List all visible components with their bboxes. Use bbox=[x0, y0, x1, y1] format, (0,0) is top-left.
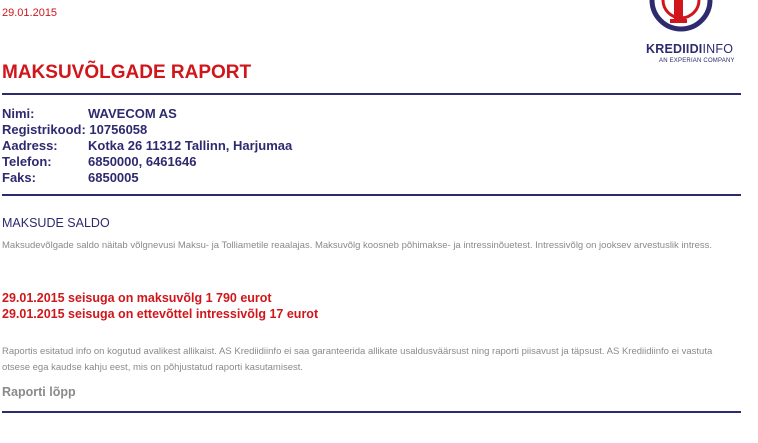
tax-balance-description: Maksudevõlgade saldo näitab võlgnevusi Maksu- ja Tolliametile reaalajas. Maksuvõlg koosneb põhimakse- ja intressinõuetest. Intressivõlg on jooksev arvestuslik intress. bbox=[2, 240, 713, 251]
info-row-regcode bbox=[2, 122, 292, 138]
info-row-fax bbox=[2, 170, 292, 186]
info-label: Telefon: bbox=[2, 154, 52, 169]
info-value: WAVECOM AS bbox=[88, 106, 177, 121]
info-value: Kotka 26 11312 Tallinn, Harjumaa bbox=[88, 138, 293, 153]
tax-debt-line: 29.01.2015 seisuga on maksuvõlg 1 790 eurot bbox=[2, 291, 272, 305]
disclaimer-text: Raportis esitatud info on kogutud avalikest allikaist. AS Krediidiinfo ei saa garanteerida allikate usaldusväärsust ning raporti piisavust ja täpsust. AS Krediidiinfo ei vastuta otsese ega kaudse kahju eest, mis on põhjustatud raporti kasutamisest. bbox=[2, 346, 713, 373]
tax-debt-summary bbox=[2, 290, 318, 322]
section-title-tax-balance: MAKSUDE SALDO bbox=[2, 216, 110, 230]
logo-emblem-icon bbox=[649, 0, 713, 40]
company-info bbox=[2, 106, 292, 186]
info-row-address bbox=[2, 138, 292, 154]
info-value: 6850000, 6461646 bbox=[88, 154, 197, 169]
info-label: Aadress: bbox=[2, 138, 58, 153]
divider-middle bbox=[2, 194, 741, 196]
report-date: 29.01.2015 bbox=[2, 7, 58, 19]
logo-brand-light: INFO bbox=[702, 42, 734, 56]
info-label: Nimi: bbox=[2, 106, 35, 121]
info-row-name bbox=[2, 106, 292, 122]
logo-wordmark bbox=[646, 42, 733, 56]
info-label: Faks: bbox=[2, 170, 36, 185]
report-end-label: Raporti lõpp bbox=[2, 385, 76, 399]
interest-debt-line: 29.01.2015 seisuga on ettevõttel intressivõlg 17 eurot bbox=[2, 307, 319, 321]
divider-bottom bbox=[2, 411, 741, 413]
krediidiinfo-logo bbox=[640, 0, 750, 70]
report-title: MAKSUVÕLGADE RAPORT bbox=[2, 62, 252, 83]
info-label: Registrikood: bbox=[2, 122, 86, 137]
logo-brand-bold: KREDIIDI bbox=[646, 42, 703, 56]
logo-tagline: AN EXPERIAN COMPANY bbox=[659, 58, 735, 64]
info-value: 10756058 bbox=[89, 122, 148, 137]
info-row-phone bbox=[2, 154, 292, 170]
divider-top bbox=[2, 93, 741, 95]
info-value: 6850005 bbox=[88, 170, 139, 185]
